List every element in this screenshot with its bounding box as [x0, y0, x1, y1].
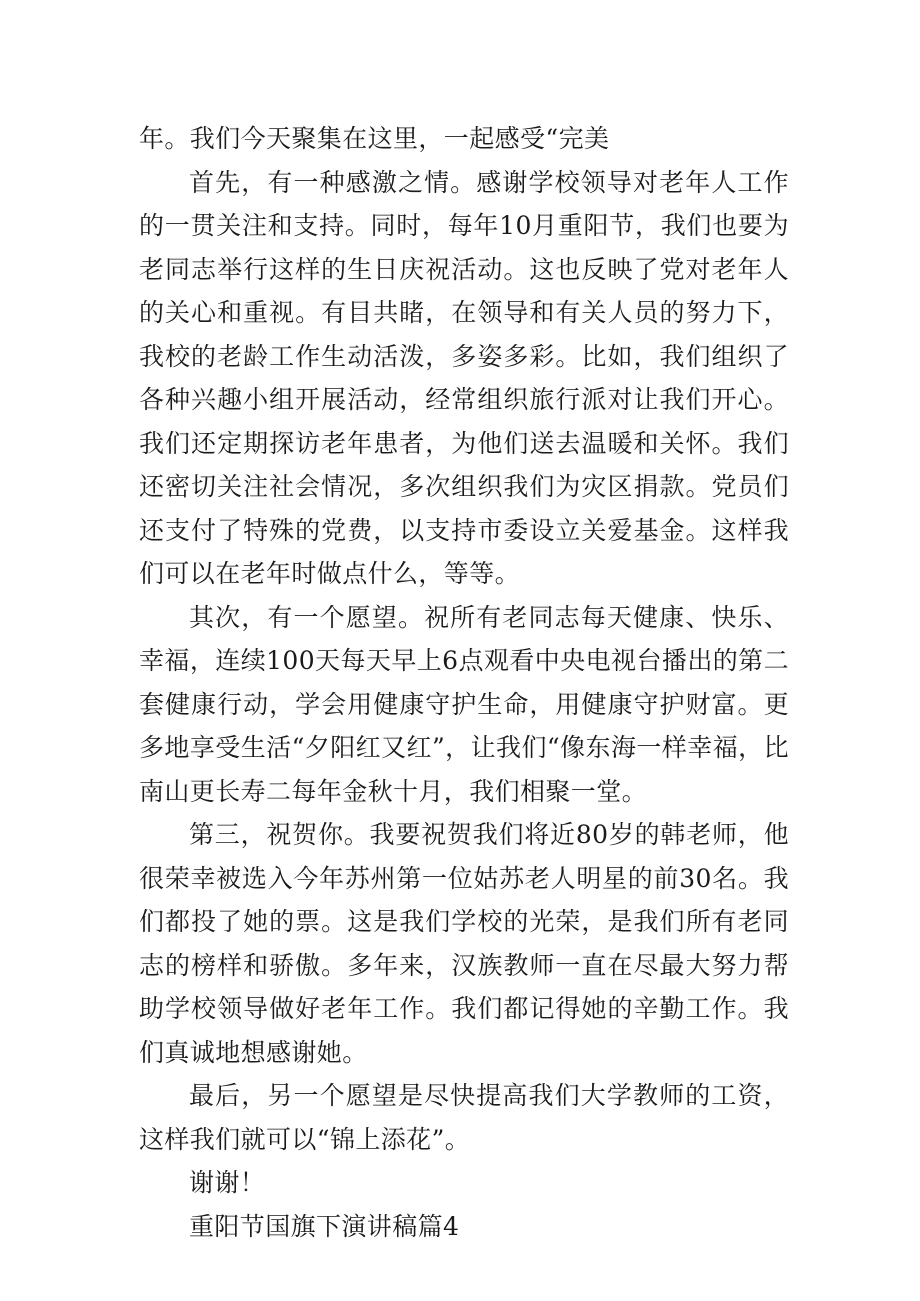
section-heading: 重阳节国旗下演讲稿篇4	[189, 1211, 460, 1241]
paragraph-congratulations: 第三，祝贺你。我要祝贺我们将近80岁的韩老师，他很荣幸被选入今年苏州第一位姑苏老人明星的前30名。我们都投了她的票。这是我们学校的光荣，是我们所有老同志的榜样和骄傲。多年来，汉族教师一直在尽最大努力帮助学校领导做好老年工作。我们都记得她的辛勤工作。我们真诚地想感谢她。	[139, 820, 789, 1067]
paragraph-gratitude: 首先，有一种感激之情。感谢学校领导对老年人工作的一贯关注和支持。同时，每年10月重阳节，我们也要为老同志举行这样的生日庆祝活动。这也反映了党对老年人的关心和重视。有目共睹，在领导和有关人员的努力下，我校的老龄工作生动活泼，多姿多彩。比如，我们组织了各种兴趣小组开展活动，经常组织旅行派对让我们开心。我们还定期探访老年患者，为他们送去温暖和关怀。我们还密切关注社会情况，多次组织我们为灾区捐款。党员们还支付了特殊的党费，以支持市委设立关爱基金。这样我们可以在老年时做点什么，等等。	[139, 167, 789, 588]
paragraph-final-wish: 最后，另一个愿望是尽快提高我们大学教师的工资，这样我们就可以“锦上添花”。	[139, 1081, 789, 1154]
paragraph-continuation: 年。我们今天聚集在这里，一起感受“完美	[139, 124, 610, 153]
document-body	[139, 117, 789, 1248]
paragraph-thanks: 谢谢！	[189, 1168, 266, 1197]
paragraph-wish: 其次，有一个愿望。祝所有老同志每天健康、快乐、幸福，连续100天每天早上6点观看中央电视台播出的第二套健康行动，学会用健康守护生命，用健康守护财富。更多地享受生活“夕阳红又红”，让我们“像东海一样幸福，比南山更长寿二每年金秋十月，我们相聚一堂。	[139, 602, 789, 806]
